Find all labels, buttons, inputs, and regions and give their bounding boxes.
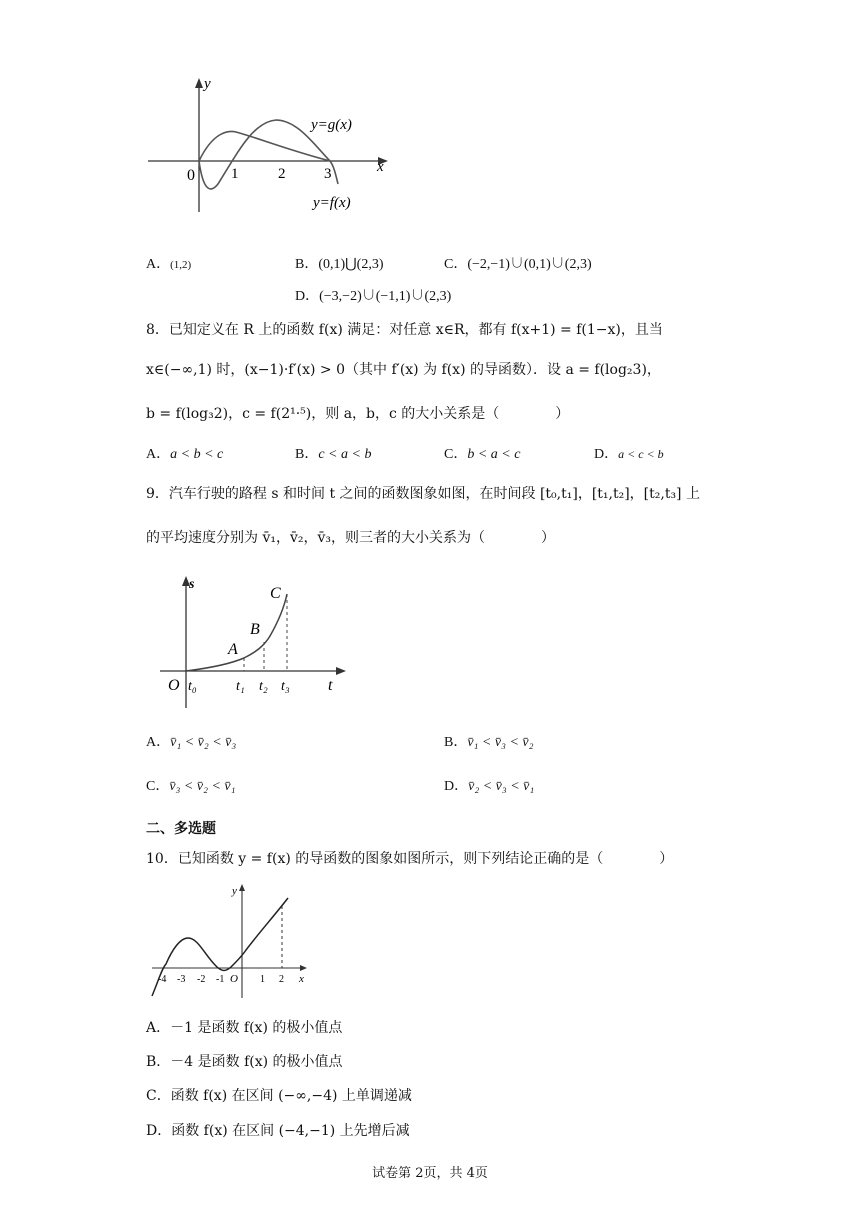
q8-option-d[interactable]: D．a < c < b — [594, 447, 664, 462]
q9-tick-label: t₀ — [188, 679, 197, 694]
q9-stem-line1: 9．汽车行驶的路程 s 和时间 t 之间的函数图象如图，在时间段 [t₀,t₁]，[t₁,t₂]，[t₂,t₃] 上 — [146, 486, 700, 502]
page-footer: 试卷第 2页，共 4页 — [372, 1166, 488, 1181]
q8-option-c[interactable]: C．b < a < c — [444, 447, 521, 462]
q10-option-c[interactable]: C．函数 f(x) 在区间 (−∞,−4) 上单调递减 — [146, 1088, 412, 1104]
q10-tick-label: -4 — [158, 974, 167, 985]
q9-tick-label: t₃ — [281, 679, 290, 694]
q10-x-arrow — [300, 965, 307, 971]
q7-origin-label: 0 — [187, 167, 195, 184]
q7-figure — [148, 72, 393, 222]
q10-option-d[interactable]: D．函数 f(x) 在区间 (−4,−1) 上先增后减 — [146, 1123, 410, 1139]
q10-x-label: x — [299, 973, 304, 985]
q10-stem: 10．已知函数 y = f(x) 的导函数的图象如图所示，则下列结论正确的是（ ） — [146, 851, 674, 867]
q10-figure — [146, 882, 316, 1000]
q10-tick-label: 2 — [279, 974, 284, 985]
q7-tick-label: 3 — [324, 166, 332, 182]
q7-y-label: y — [204, 76, 211, 92]
q10-option-a[interactable]: A．－1 是函数 f(x) 的极小值点 — [146, 1020, 343, 1036]
q9-option-a[interactable]: A．v̄₁ < v̄₂ < v̄₃ — [146, 735, 237, 750]
q10-tick-label: -1 — [216, 974, 225, 985]
q9-tick-label: t₂ — [259, 679, 268, 694]
q7-tick-label: 2 — [278, 166, 286, 182]
q7-tick-label: 1 — [231, 166, 239, 182]
q9-stem-line2: 的平均速度分别为 v̄₁，v̄₂，v̄₃，则三者的大小关系为（ ） — [146, 530, 556, 546]
q8-option-a[interactable]: A．a < b < c — [146, 447, 224, 462]
q9-t-label: t — [328, 677, 333, 694]
q9-figure — [160, 572, 350, 712]
q9-point-label: C — [270, 585, 281, 602]
q10-y-label: y — [232, 885, 237, 897]
q7-y-arrow — [195, 78, 203, 88]
q10-tick-label: 1 — [260, 974, 265, 985]
q10-tick-label: -2 — [197, 974, 206, 985]
q8-stem-line1: 8．已知定义在 R 上的函数 f(x) 满足：对任意 x∈R，都有 f(x+1) = f(1−x)，且当 — [146, 322, 663, 338]
q9-origin-label: O — [168, 677, 180, 694]
q9-option-c[interactable]: C．v̄₃ < v̄₂ < v̄₁ — [146, 779, 236, 794]
q10-tick-label: -3 — [177, 974, 186, 985]
q8-option-b[interactable]: B．c < a < b — [295, 447, 372, 462]
q7-option-b[interactable]: B．(0,1)⋃(2,3) — [295, 257, 384, 272]
q7-option-a[interactable]: A．(1,2) — [146, 257, 192, 272]
q10-y-arrow — [239, 884, 245, 891]
q7-f-label: y=f(x) — [313, 195, 351, 211]
q10-option-b[interactable]: B．－4 是函数 f(x) 的极小值点 — [146, 1054, 343, 1070]
q7-g-curve — [199, 131, 330, 161]
q9-tick-label: t₁ — [236, 679, 245, 694]
q9-point-label: B — [250, 621, 260, 638]
q9-curve — [186, 594, 287, 671]
q7-x-label: x — [377, 159, 384, 175]
q7-g-label: y=g(x) — [311, 117, 352, 133]
q9-option-d[interactable]: D．v̄₂ < v̄₃ < v̄₁ — [444, 779, 535, 794]
q9-option-b[interactable]: B．v̄₁ < v̄₃ < v̄₂ — [444, 735, 534, 750]
q9-point-label: A — [228, 641, 238, 658]
section-title: 二、多选题 — [146, 821, 216, 837]
q8-stem-line2: x∈(−∞,1) 时，(x−1)·f′(x) > 0（其中 f′(x) 为 f(x) 的导函数）．设 a = f(log₂3)， — [146, 362, 661, 378]
q9-t-arrow — [336, 667, 346, 675]
q7-option-d[interactable]: D．(−3,−2)∪(−1,1)∪(2,3) — [295, 289, 452, 304]
q7-option-c[interactable]: C．(−2,−1)∪(0,1)∪(2,3) — [444, 257, 592, 272]
q9-s-label: s — [189, 577, 195, 592]
q10-origin-label: O — [230, 973, 238, 985]
q8-stem-line3: b = f(log₃2)，c = f(2¹·⁵)，则 a，b，c 的大小关系是（ ） — [146, 406, 570, 422]
